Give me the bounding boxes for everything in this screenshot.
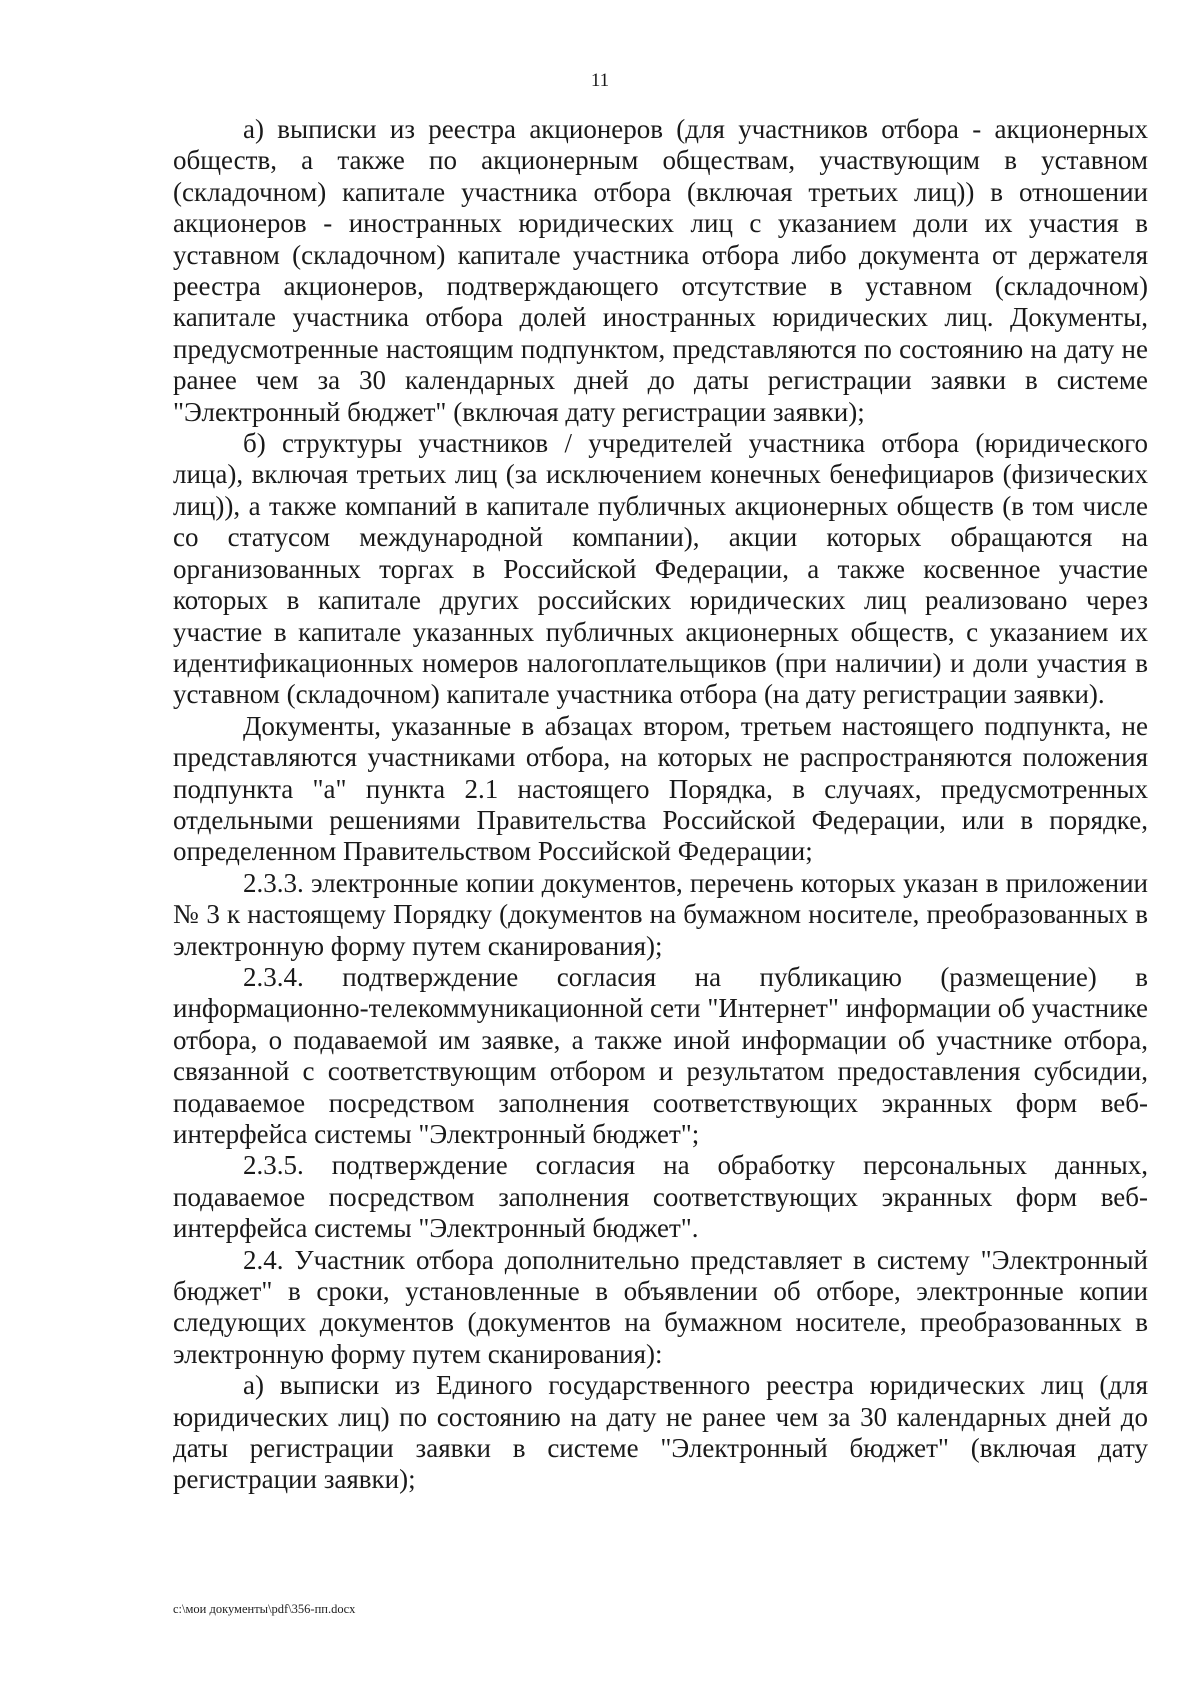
page-number: 11 xyxy=(590,70,610,91)
paragraph-a-legal-entity-register: а) выписки из Единого государственного реестра юридических лиц (для юридических лиц) по состоянию на дату не ранее чем за 30 календарных дней до даты регистрации заявки в системе "Электронный бюджет" (включая дату регистрации заявки); xyxy=(173,1370,1148,1495)
document-body xyxy=(173,114,1148,1496)
paragraph-2-3-5: 2.3.5. подтверждение согласия на обработку персональных данных, подаваемое посредством заполнения соответствующих экранных форм веб-интерфейса системы "Электронный бюджет". xyxy=(173,1150,1148,1244)
paragraph-a-shareholder-register: а) выписки из реестра акционеров (для участников отбора - акционерных обществ, а также по акционерным обществам, участвующим в уставном (складочном) капитале участника отбора (включая третьих лиц)) в отношении акционеров - иностранных юридических лиц с указанием доли их участия в уставном (складочном) капитале участника отбора либо документа от держателя реестра акционеров, подтверждающего отсутствие в уставном (складочном) капитале участника отбора долей иностранных юридических лиц. Документы, предусмотренные настоящим подпунктом, представляются по состоянию на дату не ранее чем за 30 календарных дней до даты регистрации заявки в системе "Электронный бюджет" (включая дату регистрации заявки); xyxy=(173,114,1148,427)
paragraph-2-3-4: 2.3.4. подтверждение согласия на публикацию (размещение) в информационно-телекоммуникационной сети "Интернет" информации об участнике отбора, о подаваемой им заявке, а также иной информации об участнике отбора, связанной с соответствующим отбором и результатом предоставления субсидии, подаваемое посредством заполнения соответствующих экранных форм веб-интерфейса системы "Электронный бюджет"; xyxy=(173,961,1148,1149)
paragraph-2-4: 2.4. Участник отбора дополнительно представляет в систему "Электронный бюджет" в сроки, установленные в объявлении об отборе, электронные копии следующих документов (документов на бумажном носителе, преобразованных в электронную форму путем сканирования): xyxy=(173,1244,1148,1369)
paragraph-documents-exemption: Документы, указанные в абзацах втором, третьем настоящего подпункта, не представляются участниками отбора, на которых не распространяются положения подпункта "а" пункта 2.1 настоящего Порядка, в случаях, предусмотренных отдельными решениями Правительства Российской Федерации, или в порядке, определенном Правительством Российской Федерации; xyxy=(173,710,1148,867)
footer-file-path: c:\мои документы\pdf\356-пп.docx xyxy=(173,1602,356,1616)
paragraph-b-participant-structure: б) структуры участников / учредителей участника отбора (юридического лица), включая третьих лиц (за исключением конечных бенефициаров (физических лиц)), а также компаний в капитале публичных акционерных обществ (в том числе со статусом международной компании), акции которых обращаются на организованных торгах в Российской Федерации, а также косвенное участие которых в капитале других российских юридических лиц реализовано через участие в капитале указанных публичных акционерных обществ, с указанием их идентификационных номеров налогоплательщиков (при наличии) и доли участия в уставном (складочном) капитале участника отбора (на дату регистрации заявки). xyxy=(173,428,1148,710)
paragraph-2-3-3: 2.3.3. электронные копии документов, перечень которых указан в приложении № 3 к настоящему Порядку (документов на бумажном носителе, преобразованных в электронную форму путем сканирования); xyxy=(173,867,1148,961)
